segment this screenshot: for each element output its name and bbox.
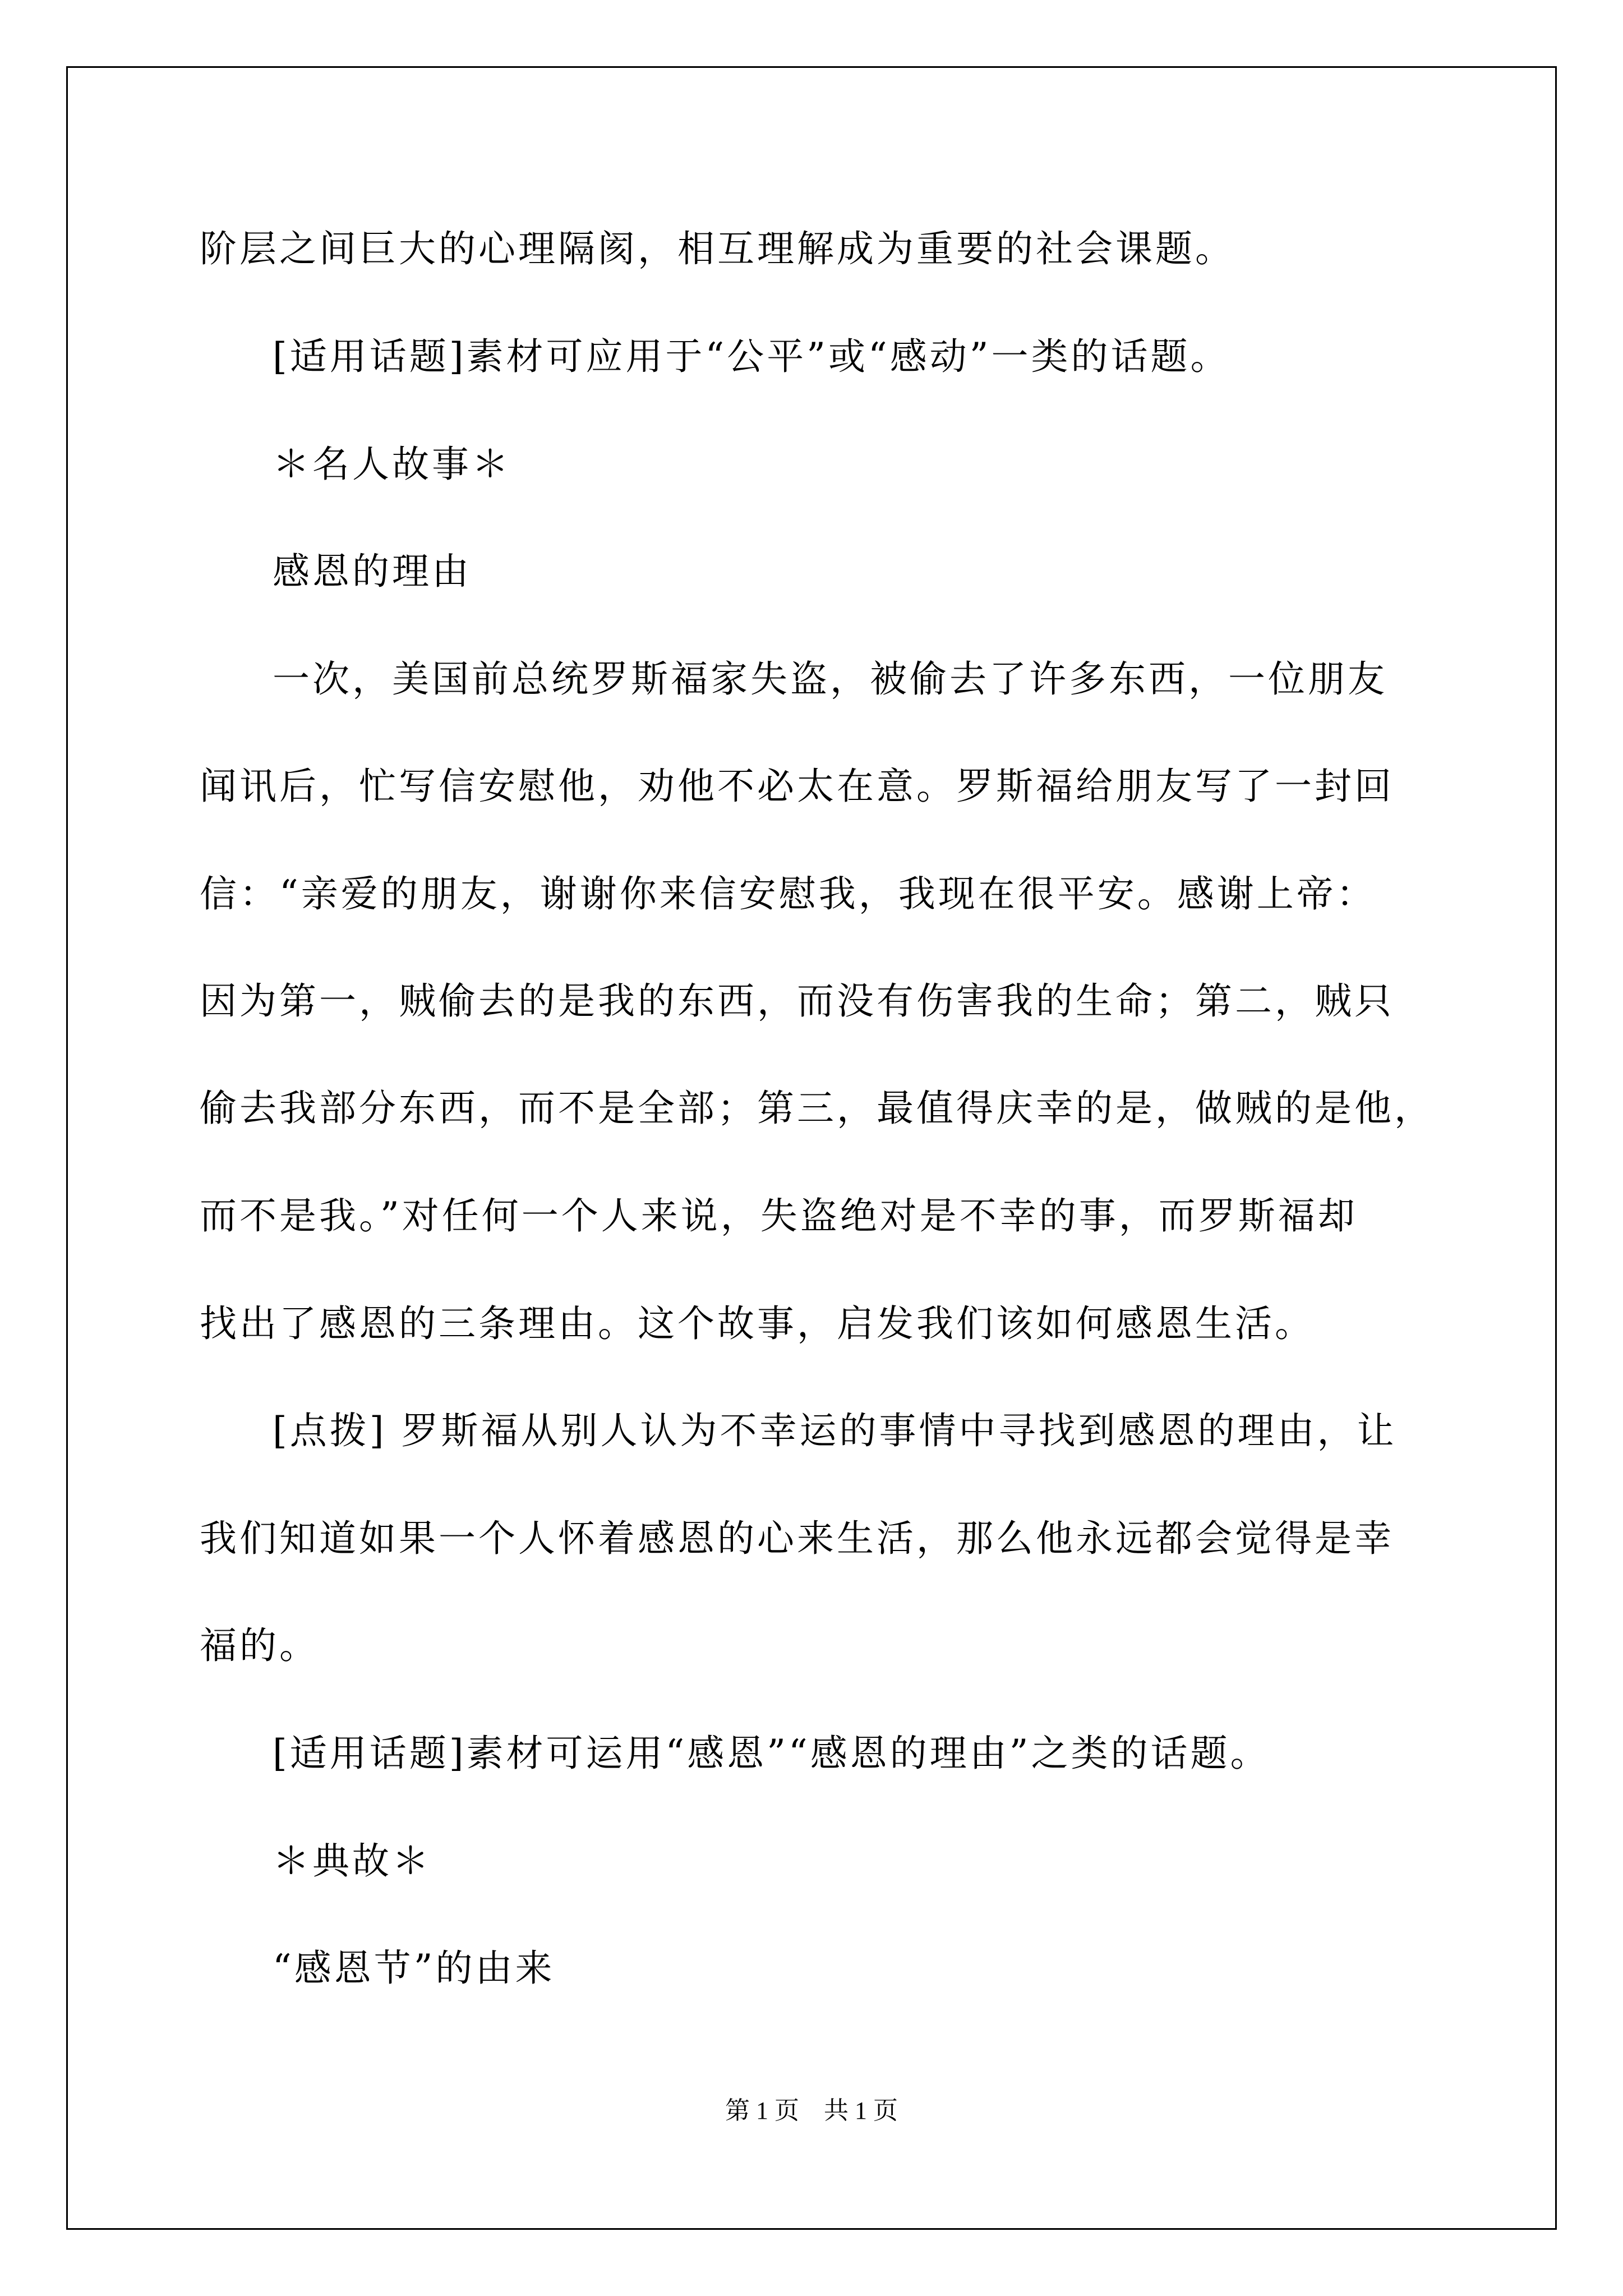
- text-line: 阶层之间巨大的心理隔阂，相互理解成为重要的社会课题。: [200, 227, 1235, 270]
- text-line: 找出了感恩的三条理由。这个故事，启发我们该如何感恩生活。: [200, 1302, 1315, 1345]
- text-line: 福的。: [200, 1624, 319, 1667]
- text-line: 信：“亲爱的朋友，谢谢你来信安慰我，我现在很平安。感谢上帝：: [200, 872, 1376, 915]
- text-line: [适用话题]素材可应用于“公平”或“感动”一类的话题。: [273, 335, 1230, 378]
- text-line: [适用话题]素材可运用“感恩”“感恩的理由”之类的话题。: [273, 1732, 1270, 1775]
- text-line: [点拨] 罗斯福从别人认为不幸运的事情中寻找到感恩的理由，让: [273, 1409, 1397, 1452]
- text-line: 我们知道如果一个人怀着感恩的心来生活，那么他永远都会觉得是幸: [200, 1517, 1394, 1560]
- page-border: [66, 66, 1557, 2230]
- page-number-footer: 第 1 页 共 1 页: [725, 2097, 898, 2124]
- story-title: 感恩的理由: [273, 550, 472, 593]
- section-heading: ＊名人故事＊: [273, 443, 511, 486]
- text-line: 偷去我部分东西，而不是全部；第三，最值得庆幸的是，做贼的是他，: [200, 1087, 1434, 1130]
- text-line: 闻讯后，忙写信安慰他，劝他不必太在意。罗斯福给朋友写了一封回: [200, 765, 1394, 808]
- text-line: 而不是我。”对任何一个人来说，失盗绝对是不幸的事，而罗斯福却: [200, 1194, 1358, 1237]
- story-title: “感恩节”的由来: [273, 1947, 555, 1990]
- text-line: 一次，美国前总统罗斯福家失盗，被偷去了许多东西，一位朋友: [273, 657, 1387, 701]
- text-line: 因为第一，贼偷去的是我的东西，而没有伤害我的生命；第二，贼只: [200, 979, 1394, 1023]
- section-heading: ＊典故＊: [273, 1839, 432, 1883]
